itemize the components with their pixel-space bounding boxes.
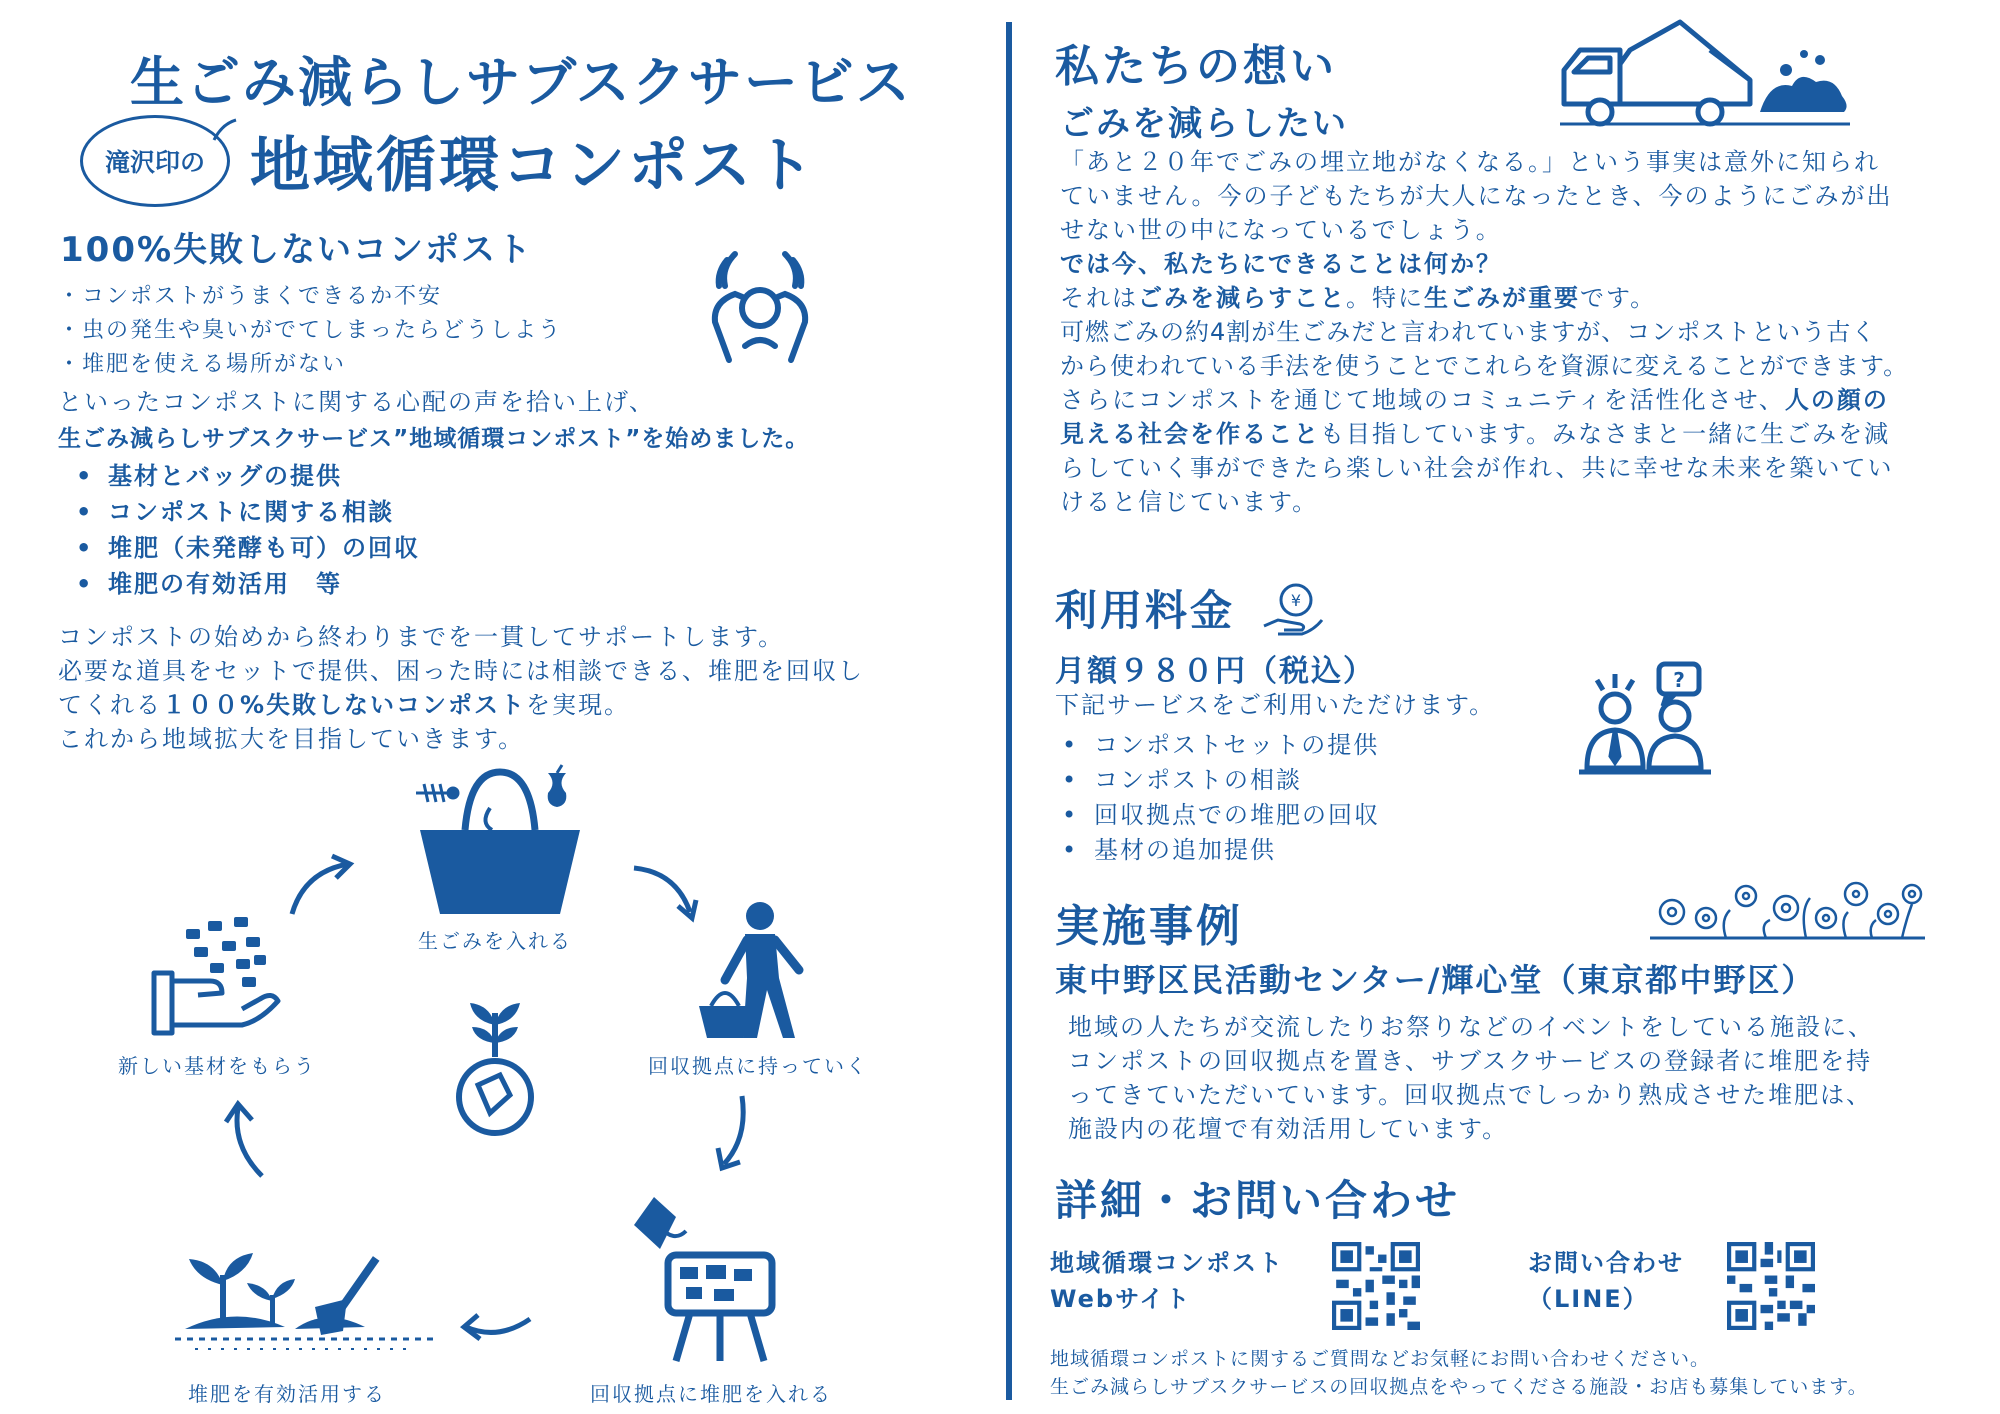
footer-line: 地域循環コンポストに関するご質問などお気軽にお問い合わせください。 (1050, 1348, 1711, 1370)
para-line: コンポストの始めから終わりまでを一貫してサポートします。 (58, 623, 785, 651)
worry-item: ・堆肥を使える場所がない (58, 352, 347, 377)
bubble-label: 滝沢印の (104, 148, 205, 177)
body-emphasis: 見える社会を作ること (1060, 420, 1320, 448)
body-line-bold: では今、私たちにできることは何か？ (1060, 250, 1502, 278)
para-line: これから地域拡大を目指していきます。 (58, 725, 525, 753)
fee-item: • コンポストセットの提供 (1048, 728, 1380, 763)
start-line: 生ごみ減らしサブスクサービス”地域循環コンポスト”を始めました。 (58, 426, 810, 452)
para-line: 必要な道具をセットで提供、困った時には相談できる、堆肥を回収し (58, 657, 864, 685)
body-line (1060, 281, 1980, 315)
body-text: です。 (1580, 284, 1657, 312)
case-body (1068, 1010, 1968, 1146)
body-emphasis: 人の顔の (1784, 386, 1889, 414)
body-text: も目指しています。みなさまと一緒に生ごみを減 (1320, 420, 1891, 448)
svg-text:¥: ¥ (1290, 591, 1302, 610)
para-text: てくれる (58, 691, 162, 719)
body-line: らしていく事ができたら楽しい社会が作れ、共に幸せな未来を築いてい (1060, 454, 1894, 482)
line-label-line: お問い合わせ (1528, 1249, 1684, 1277)
fee-title: 利用料金 (1055, 586, 1236, 635)
body-line: けると信じています。 (1060, 488, 1319, 516)
body-line: 可燃ごみの約4割が生ごみだと言われていますが、コンポストという古く (1060, 318, 1877, 346)
cycle-arrow-icon (712, 1092, 752, 1172)
worry-item: ・虫の発生や臭いがでてしまったらどうしよう (58, 318, 563, 343)
contact-title: 詳細・お問い合わせ (1055, 1176, 1461, 1225)
body-line: せない世の中になっているでしょう。 (1060, 216, 1502, 244)
bubble-tail-icon (214, 118, 238, 142)
case-line: コンポストの回収拠点を置き、サブスクサービスの登録者に堆肥を持 (1068, 1047, 1873, 1075)
case-line: 施設内の花壇で有効活用しています。 (1068, 1115, 1509, 1143)
fee-item: • コンポストの相談 (1048, 763, 1380, 798)
body-text: さらにコンポストを通じて地域のコミュニティを活性化させ、 (1060, 386, 1785, 414)
worries-list (58, 280, 698, 382)
body-line: ていません。今の子どもたちが大人になったとき、今のようにごみが出 (1060, 182, 1893, 210)
body-text: それは (1060, 284, 1138, 312)
column-divider (1006, 22, 1012, 1400)
body-line (1060, 383, 1980, 417)
line-label-line: （LINE） (1528, 1285, 1649, 1313)
para-line (58, 688, 938, 722)
consultation-icon (1575, 660, 1715, 780)
left-paragraph (58, 620, 938, 756)
case-line: 地域の人たちが交流したりお祭りなどのイベントをしている施設に、 (1068, 1013, 1874, 1041)
contact-footer (1050, 1345, 1868, 1401)
fee-item: • 回収拠点での堆肥の回収 (1048, 798, 1380, 833)
garbage-truck-icon (1560, 20, 1850, 130)
fee-item: • 基材の追加提供 (1048, 833, 1380, 868)
body-line: から使われている手法を使うことでこれらを資源に変えることができます。 (1060, 352, 1909, 380)
title-bubble (80, 115, 230, 207)
compost-bin-icon (630, 1195, 780, 1365)
web-label (1050, 1245, 1284, 1317)
recycle-seedling-icon (450, 995, 540, 1135)
body-text: 。特に (1346, 284, 1424, 312)
cycle-arrow-icon (458, 1305, 534, 1345)
thoughts-body (1060, 145, 1980, 519)
worried-person-icon (705, 250, 815, 365)
fee-price: 月額９８０円（税込） (1055, 654, 1375, 689)
service-item: • コンポストに関する相談 (62, 494, 420, 530)
fee-description: 下記サービスをご利用いただけます。 (1055, 691, 1496, 719)
fishbone-icon (412, 776, 460, 810)
case-title: 実施事例 (1055, 901, 1243, 952)
title-line2: 地域循環コンポスト (250, 131, 817, 201)
walking-person-icon (695, 900, 815, 1040)
worry-item: ・コンポストがうまくできるか不安 (58, 284, 443, 309)
para-text: を実現。 (526, 691, 631, 719)
title-line1: 生ごみ減らしサブスクサービス (130, 51, 912, 114)
left-section-title: 100%失敗しないコンポスト (60, 230, 534, 270)
cycle-arrow-icon (286, 858, 356, 918)
cycle-arrow-icon (630, 862, 700, 922)
line-label (1528, 1245, 1684, 1317)
qr-code-icon[interactable] (1727, 1242, 1815, 1330)
thoughts-title: 私たちの想い (1055, 41, 1337, 92)
web-label-line: Webサイト (1050, 1285, 1192, 1313)
intro-line: といったコンポストに関する心配の声を拾い上げ、 (58, 388, 656, 416)
service-item: • 堆肥（未発酵も可）の回収 (62, 530, 420, 566)
service-item: • 基材とバッグの提供 (62, 458, 420, 494)
fee-items-list (1048, 728, 1380, 868)
yen-coin-hand-icon (1262, 582, 1324, 638)
cycle-step3-label: 回収拠点に堆肥を入れる (590, 1382, 832, 1406)
cycle-step5-label: 新しい基材をもらう (118, 1054, 316, 1078)
flowers-icon (1650, 880, 1925, 942)
qr-code-icon[interactable] (1332, 1242, 1420, 1330)
body-emphasis: ごみを減らすこと (1138, 284, 1346, 312)
sprout-shovel-icon (175, 1235, 435, 1355)
body-line (1060, 417, 1980, 451)
cycle-step4-label: 堆肥を有効活用する (188, 1382, 386, 1406)
case-place: 東中野区民活動センター/輝心堂（東京都中野区） (1055, 961, 1816, 999)
case-line: ってきていただいています。回収拠点でしっかり熟成させた堆肥は、 (1068, 1081, 1873, 1109)
body-emphasis: 生ごみが重要 (1424, 284, 1580, 312)
thoughts-subtitle: ごみを減らしたい (1060, 104, 1348, 144)
body-line: 「あと２０年でごみの埋立地がなくなる。」という事実は意外に知られ (1060, 148, 1880, 176)
cycle-step2-label: 回収拠点に持っていく (648, 1054, 868, 1078)
hand-receiving-icon (150, 915, 285, 1035)
web-label-line: 地域循環コンポスト (1050, 1249, 1284, 1277)
apple-core-icon (540, 765, 574, 809)
cycle-step1-label: 生ごみを入れる (418, 929, 572, 953)
cycle-arrow-icon (222, 1100, 268, 1180)
svg-text:?: ? (1673, 668, 1685, 692)
para-emphasis: １００%失敗しないコンポスト (162, 691, 527, 719)
footer-line: 生ごみ減らしサブスクサービスの回収拠点をやってくださる施設・お店も募集しています。 (1050, 1376, 1868, 1398)
service-item: • 堆肥の有効活用 等 (62, 566, 420, 602)
services-list (62, 458, 420, 602)
